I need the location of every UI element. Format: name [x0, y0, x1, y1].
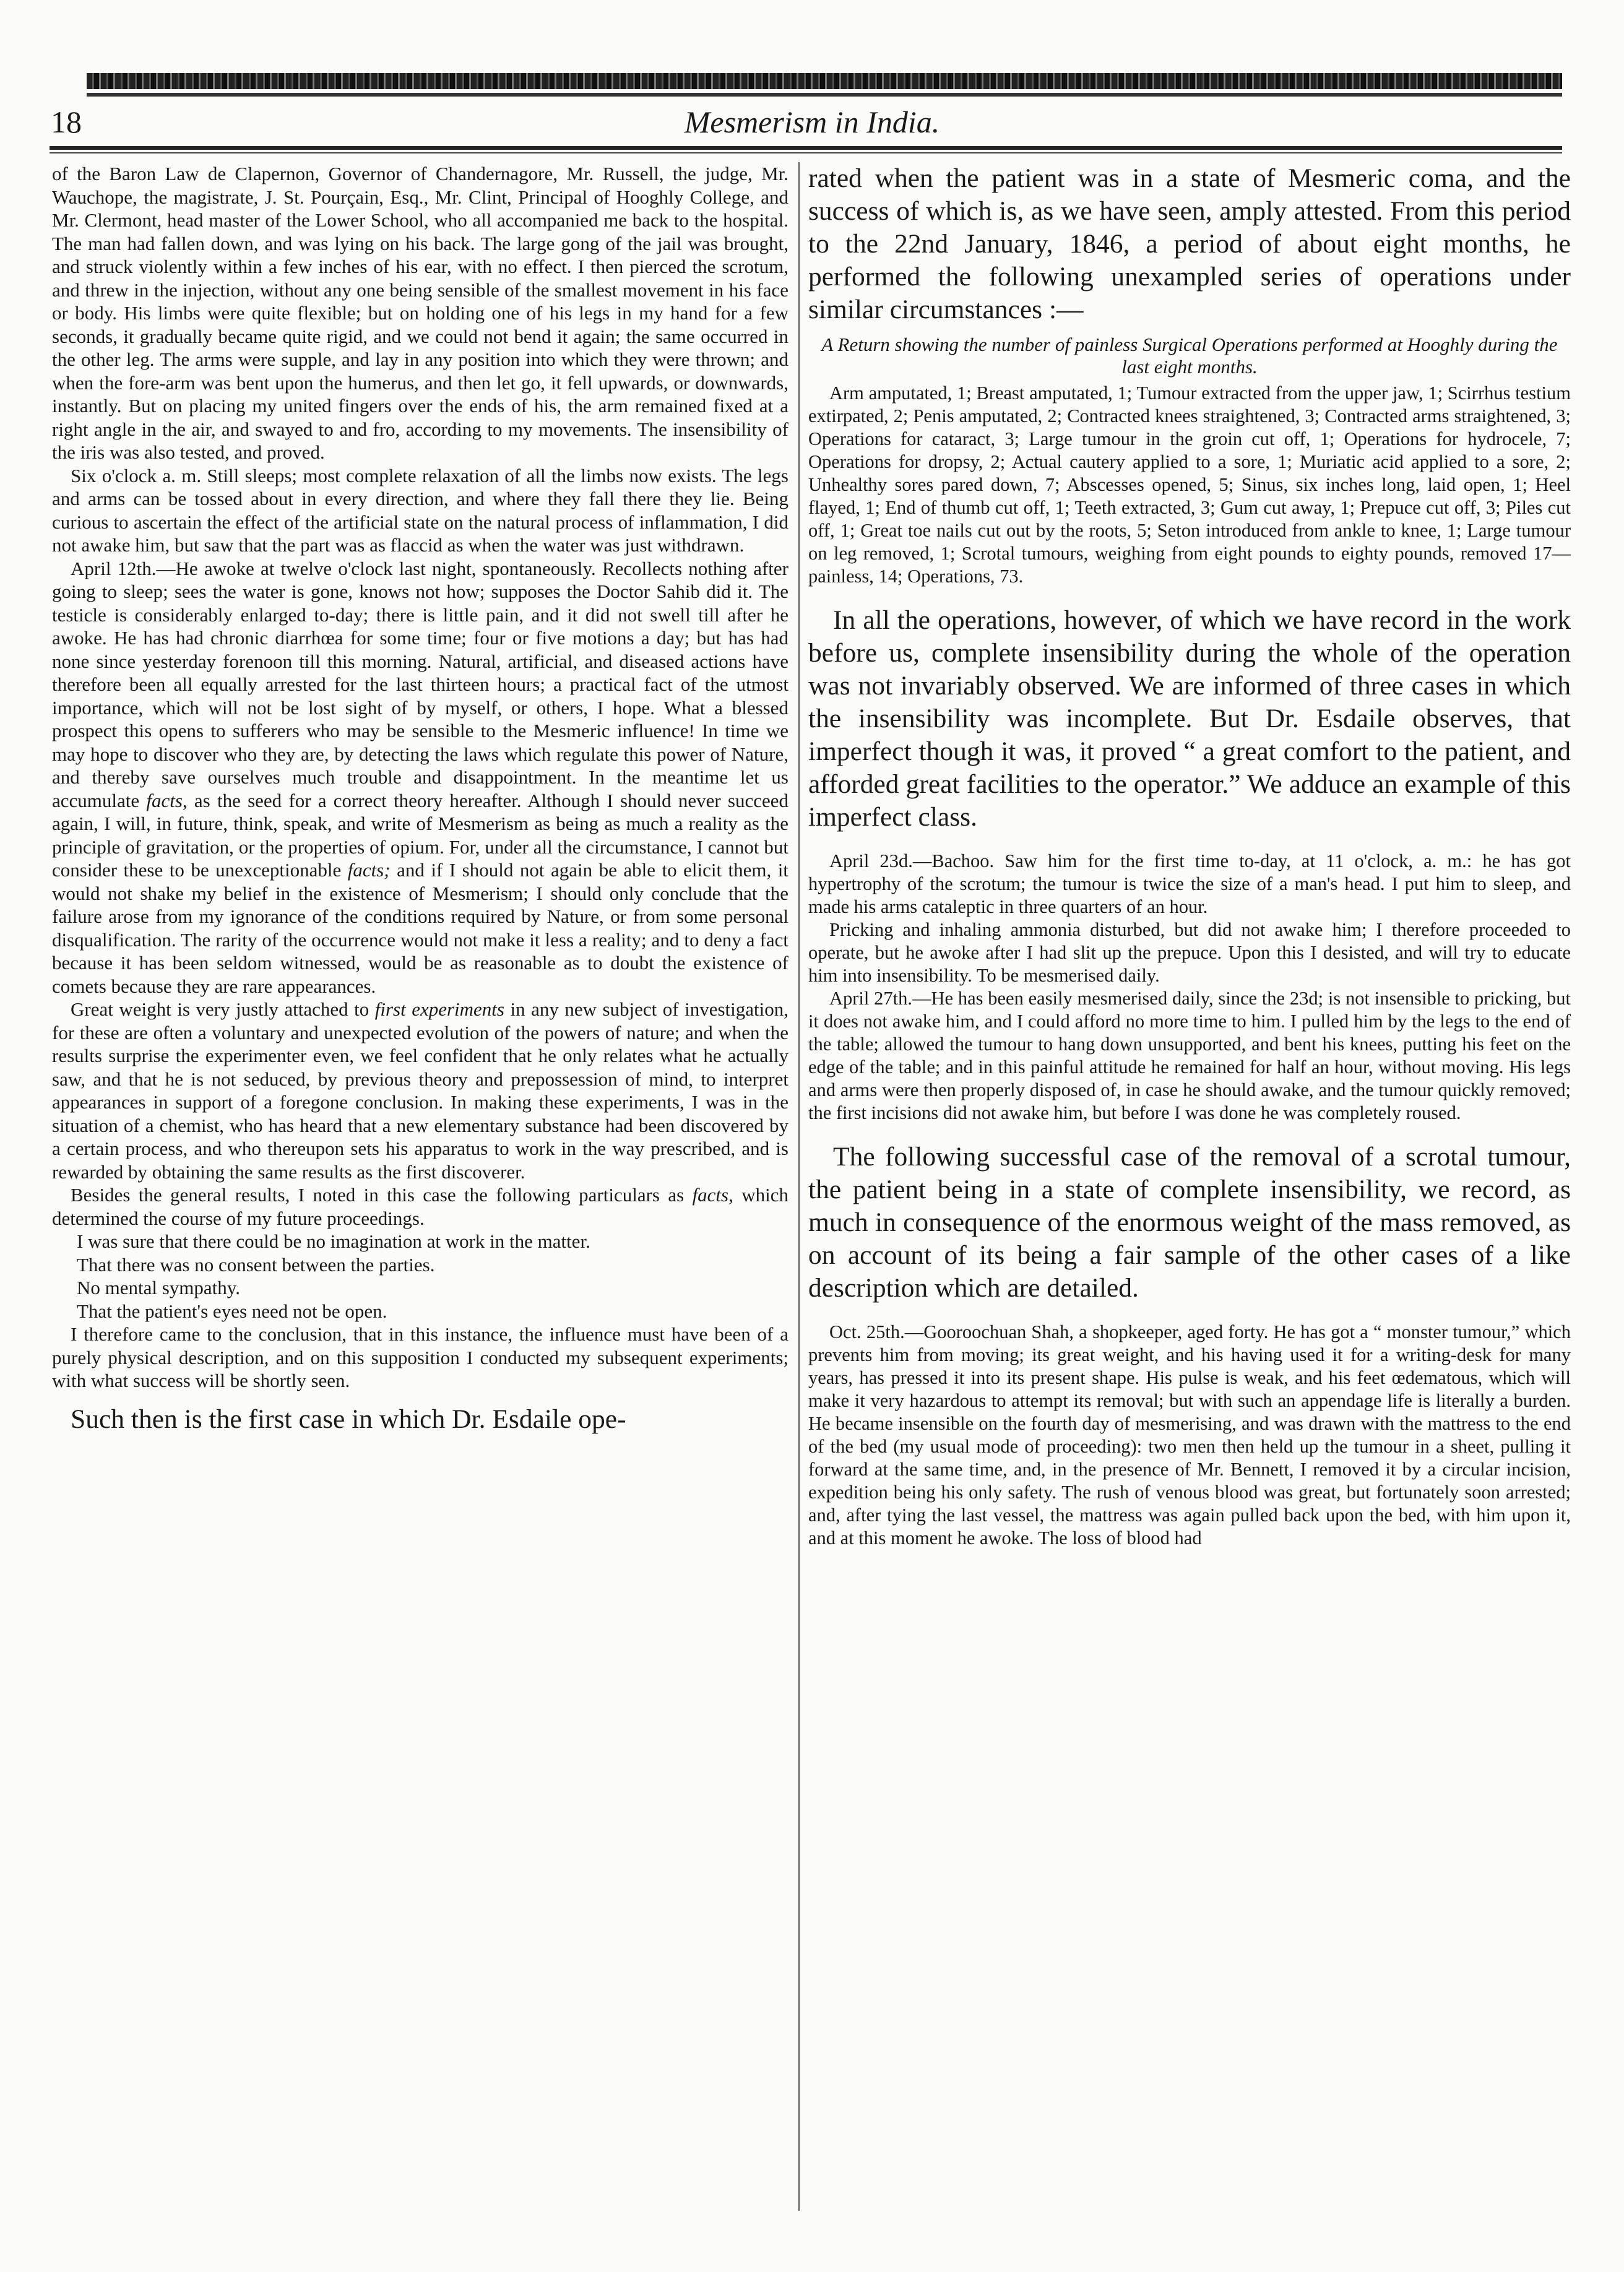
left-paragraph-4: Great weight is very justly attached to first experiments in any new subject of investigation, for these are often a voluntary and unexpected evolution of the powers of nature; and when the results surprise the experimenter even, we feel confident that he only relates what he actually saw, and that he is not seduced, by previous theory and prepossession of mind, to interpret appearances in support of a foregone conclusion. In making these experiments, I was in the situation of a chemist, who has heard that a new elementary substance had been discovered by a certain process, and who thereupon sets his apparatus to work in the way prescribed, and is rewarded by obtaining the same results as the first discoverer. [52, 998, 789, 1183]
left-paragraph-9: That the patient's eyes need not be open. [77, 1300, 387, 1322]
decorative-top-border [87, 73, 1562, 89]
right-paragraph-3: The following successful case of the removal of a scrotal tumour, the patient being in a state of complete insensibility, we record, as much in consequence of the enormous weight of the mass removed, as on account of its being a fair sample of the other cases of a like description which are detailed. [808, 1142, 1571, 1303]
left-column [52, 162, 788, 1435]
page-number: 18 [51, 105, 82, 139]
top-border-rule [87, 93, 1562, 97]
case-bachoo-3: April 27th.—He has been easily mesmerised daily, since the 23d; is not insensible to pricking, but it does not awake him, and I could afford no more time to him. I pulled him by the legs to the end of the table; allowed the tumour to hang down unsupported, and bent his knees, putting his feet on the edge of the table; and in this painful attitude he remained for half an hour, without moving. His legs and arms were then properly disposed of, in case he should awake, and the tumour quickly removed; the first incisions did not awake him, but before I was done he was completely roused. [808, 988, 1571, 1123]
left-paragraph-8: No mental sympathy. [77, 1277, 241, 1298]
left-paragraph-5: Besides the general results, I noted in this case the following particulars as facts, which determined the course of my future proceedings. [52, 1184, 789, 1229]
left-paragraph-3: April 12th.—He awoke at twelve o'clock last night, spontaneously. Recollects nothing after going to sleep; sees the water is gone, knows not how; supposes the Doctor Sahib did it. The testicle is considerably enlarged to-day; there is little pain, and it did not swell till after he awoke. He has had chronic diarrhœa for some time; four or five motions a day; but has had none since yesterday forenoon till this morning. Natural, artificial, and diseased actions have therefore been all equally arrested for the last thirteen hours; a practical fact of the utmost importance, which will not be lost sight of by myself, or others, I hope. What a blessed prospect this opens to sufferers who may be sensible to the Mesmeric influence! In time we may hope to discover who they are, by detecting the laws which regulate this power of Nature, and thereby save ourselves much trouble and disappointment. In the meantime let us accumulate facts, as the seed for a correct theory hereafter. Although I should never succeed again, I will, in future, think, speak, and write of Mesmerism as being as much a reality as the principle of gravitation, or the properties of opium. For, under all the circumstance, I cannot but consider these to be unexceptionable facts; and if I should not again be able to elicit them, it would not shake my belief in the existence of Mesmerism; I should only conclude that the failure arose from my ignorance of the conditions required by Nature, or from some personal disqualification. The rarity of the occurrence would not make it less a reality; and to deny a fact because it has been seldom witnessed, would be as reasonable as to doubt the existence of comets because they are rare appearances. [52, 557, 789, 997]
left-paragraph-2: Six o'clock a. m. Still sleeps; most complete relaxation of all the limbs now exists. The legs and arms can be tossed about in every direction, and where they fall there they lie. Being curious to ascertain the effect of the artificial state on the natural process of inflammation, I did not awake him, but saw that the part was as flaccid as when the water was just withdrawn. [52, 464, 788, 556]
right-paragraph-2: In all the operations, however, of which we have record in the work before us, complete insensibility during the whole of the operation was not invariably observed. We are informed of three cases in which the insensibility was incomplete. But Dr. Esdaile observes, that imperfect though it was, it proved “ a great comfort to the patient, and afforded great facilities to the operator.” We adduce an example of this imperfect class. [808, 605, 1571, 832]
left-paragraph-6: I was sure that there could be no imagination at work in the matter. [77, 1230, 590, 1252]
left-paragraph-10: I therefore came to the conclusion, that in this instance, the influence must have been of a purely physical description, and on this supposition I conducted my subsequent experiments; with what success will be shortly seen. [52, 1323, 788, 1391]
return-table-title: A Return showing the number of painless Surgical Operations performed at Hooghly during the last eight months. [821, 334, 1558, 378]
case-bachoo-2: Pricking and inhaling ammonia disturbed, but did not awake him; I therefore proceeded to operate, but he awoke after I had slit up the prepuce. Upon this I desisted, and will try to educate him into insensibility. To be mesmerised daily. [808, 919, 1571, 986]
left-paragraph-7: That there was no consent between the parties. [77, 1253, 435, 1276]
return-list: Arm amputated, 1; Breast amputated, 1; Tumour extracted from the upper jaw, 1; Scirrhus testium extirpated, 2; Penis amputated, 2; Contracted knees straightened, 3; Contracted arms straightened, 3; Operations for cataract, 3; Large tumour in the groin cut off, 1; Operations for hydrocele, 7; Operations for dropsy, 2; Actual cautery applied to a sore, 1; Muriatic acid applied to a sore, 2; Unhealthy sores pared down, 7; Abscesses opened, 5; Sinus, six inches long, laid open, 1; Heel flayed, 1; End of thumb cut off, 1; Teeth extracted, 3; Gum cut away, 1; Prepuce cut off, 3; Piles cut off, 1; Great toe nails cut out by the roots, 5; Seton introduced from ankle to knee, 1; Large tumour on leg removed, 1; Scrotal tumours, weighing from eight pounds to eighty pounds, removed 17—painless, 14; Operations, 73. [808, 382, 1571, 587]
right-intro: rated when the patient was in a state of Mesmeric coma, and the success of which is, as we have seen, amply attested. From this period to the 22nd January, 1846, a period of about eight months, he performed the following unexampled series of operations under similar circumstances :— [808, 163, 1571, 324]
running-title: Mesmerism in India. [684, 105, 940, 139]
left-paragraph-11: Such then is the first case in which Dr. Esdaile ope- [71, 1404, 626, 1434]
header-rule-thick [50, 146, 1562, 150]
left-paragraph-1: of the Baron Law de Clapernon, Governor of Chandernagore, Mr. Russell, the judge, Mr. Wauchope, the magistrate, J. St. Pourçain, Esq., Mr. Clint, Principal of Hooghly College, and Mr. Clermont, head master of the Lower School, who all accompanied me back to the hospital. The man had fallen down, and was lying on his back. The large gong of the jail was brought, and struck violently within a few inches of his ear, with no effect. I then pierced the scrotum, and threw in the injection, without any one being sensible of the smallest movement in his face or body. His limbs were quite flexible; but on holding one of his legs in my hand for a few seconds, it gradually became quite rigid, and we could not bend it again; the same occurred in the other leg. The arms were supple, and lay in any position into which they were thrown; and when the fore-arm was bent upon the humerus, and then let go, it fell upwards, or downwards, instantly. But on placing my united fingers over the ends of his, the arm remained fixed at a right angle in the air, and swayed to and fro, according to my movements. The insensibility of the iris was also tested, and proved. [52, 163, 788, 463]
right-column [808, 162, 1571, 1550]
case-bachoo-1: April 23d.—Bachoo. Saw him for the first time to-day, at 11 o'clock, a. m.: he has got hypertrophy of the scrotum; the tumour is twice the size of a man's head. I put him to sleep, and made his arms cataleptic in three quarters of an hour. [808, 850, 1571, 917]
column-divider [798, 162, 800, 2211]
header-rule-thin [50, 152, 1562, 153]
case-gooroochuan: Oct. 25th.—Gooroochuan Shah, a shopkeeper, aged forty. He has got a “ monster tumour,” which prevents him from moving; its great weight, and his having used it for a writing-desk for many years, has pressed it into its present shape. His pulse is weak, and his feet œdematous, which will make it very hazardous to attempt its removal; but with such an appendage life is literally a burden. He became insensible on the fourth day of mesmerising, and was drawn with the mattress to the end of the bed (my usual mode of proceeding): two men then held up the tumour in a sheet, pulling it forward at the same time, and, in the presence of Mr. Bennett, I removed it by a circular incision, expedition being his only safety. The rush of venous blood was great, but fortunately soon arrested; and, after tying the last vessel, the mattress was again pulled back upon the bed, with him upon it, and at this moment he awoke. The loss of blood had [808, 1321, 1571, 1549]
